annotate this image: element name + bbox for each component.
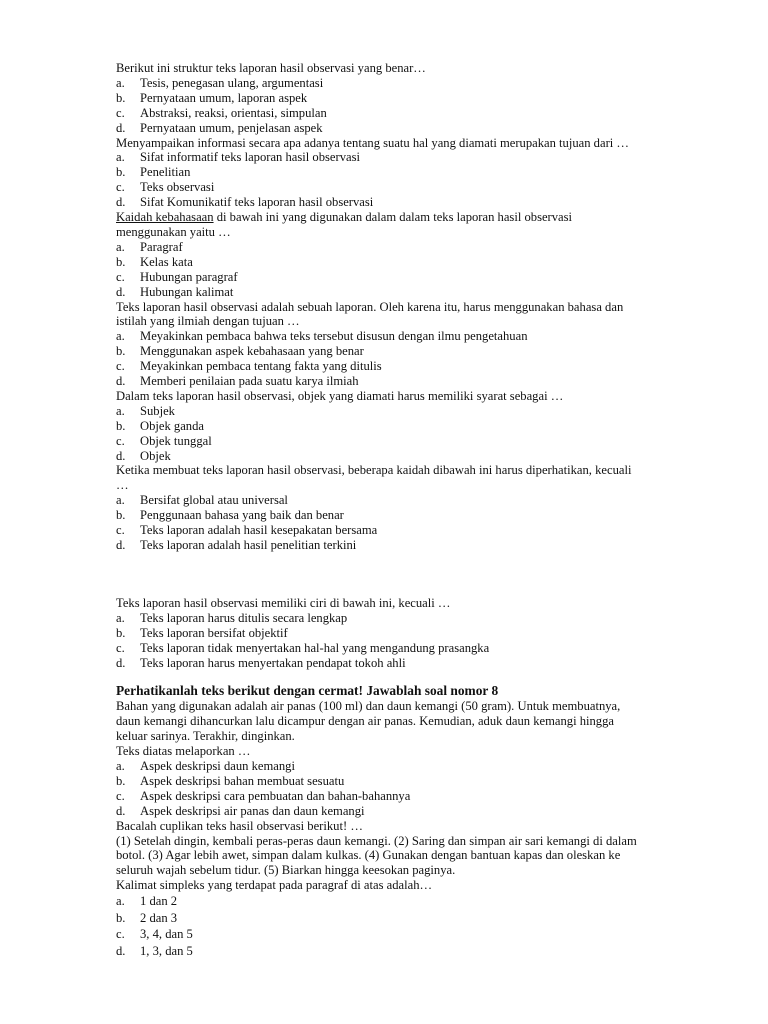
- option-letter: d.: [116, 374, 126, 389]
- option-text: Tesis, penegasan ulang, argumentasi: [140, 75, 324, 90]
- option-letter: a.: [116, 894, 125, 909]
- option-letter: b.: [116, 508, 126, 523]
- option-text: Pernyataan umum, penjelasan aspek: [140, 120, 323, 135]
- q7-option-a: [116, 611, 716, 626]
- q8-option-d: [116, 804, 716, 819]
- question-9-intro: Bacalah cuplikan teks hasil observasi berikut! …: [116, 818, 363, 833]
- option-letter: a.: [116, 329, 125, 344]
- option-text: Teks laporan harus ditulis secara lengkap: [140, 610, 348, 625]
- option-letter: d.: [116, 803, 126, 818]
- option-text: 3, 4, dan 5: [140, 927, 193, 942]
- option-text: Aspek deskripsi air panas dan daun kemangi: [140, 803, 365, 818]
- option-letter: a.: [116, 239, 125, 254]
- question-8-text: Teks diatas melaporkan …: [116, 744, 251, 759]
- excerpt-line: botol. (3) Agar lebih awet, simpan dalam kulkas. (4) Gunakan dengan bantuan kapas dan oleskan ke: [116, 848, 621, 863]
- option-letter: a.: [116, 610, 125, 625]
- question-6-text-line2: …: [116, 478, 129, 493]
- question-3-text-line2: menggunakan yaitu …: [116, 224, 231, 239]
- option-letter: c.: [116, 180, 125, 195]
- option-text: Aspek deskripsi cara pembuatan dan bahan-bahannya: [140, 788, 411, 803]
- question-4-text-line2: istilah yang ilmiah dengan tujuan …: [116, 314, 300, 329]
- passage-heading: Perhatikanlah teks berikut dengan cermat! Jawablah soal nomor 8: [116, 683, 499, 699]
- option-text: Menggunakan aspek kebahasaan yang benar: [140, 344, 364, 359]
- option-text: Meyakinkan pembaca bahwa teks tersebut disusun dengan ilmu pengetahuan: [140, 329, 528, 344]
- option-text: Objek ganda: [140, 418, 204, 433]
- q3-option-c: [116, 270, 716, 285]
- option-text: Objek: [140, 448, 171, 463]
- option-letter: b.: [116, 418, 126, 433]
- passage-line: daun kemangi dihancurkan lalu dicampur dengan air panas. Kemudian, aduk daun kemangi hingga: [116, 714, 614, 729]
- q7-option-d: [116, 656, 716, 671]
- question-6-text: Ketika membuat teks laporan hasil observasi, beberapa kaidah dibawah ini harus diperhatikan, kecuali: [116, 463, 632, 478]
- q5-option-b: [116, 419, 716, 434]
- option-text: Sifat Komunikatif teks laporan hasil observasi: [140, 195, 374, 210]
- option-letter: a.: [116, 403, 125, 418]
- option-letter: d.: [116, 120, 126, 135]
- question-1-text: Berikut ini struktur teks laporan hasil observasi yang benar…: [116, 61, 426, 75]
- q6-option-a: [116, 493, 716, 508]
- question-7-text: Teks laporan hasil observasi memiliki ciri di bawah ini, kecuali …: [116, 595, 451, 610]
- option-letter: d.: [116, 195, 126, 210]
- q7-option-c: [116, 641, 716, 656]
- section-spacer: [116, 670, 716, 684]
- option-text: Penelitian: [140, 165, 191, 180]
- option-text: Bersifat global atau universal: [140, 493, 288, 508]
- q4-option-c: [116, 359, 716, 374]
- option-letter: c.: [116, 523, 125, 538]
- option-text: Penggunaan bahasa yang baik dan benar: [140, 508, 344, 523]
- q2-option-d: [116, 195, 716, 210]
- option-letter: a.: [116, 758, 125, 773]
- option-letter: c.: [116, 105, 125, 120]
- question-9-text: Kalimat simpleks yang terdapat pada paragraf di atas adalah…: [116, 878, 433, 893]
- option-letter: a.: [116, 493, 125, 508]
- option-text: Teks observasi: [140, 180, 215, 195]
- option-letter: b.: [116, 165, 126, 180]
- option-text: Aspek deskripsi bahan membuat sesuatu: [140, 773, 345, 788]
- q3-option-b: [116, 255, 716, 270]
- option-text: Teks laporan bersifat objektif: [140, 625, 288, 640]
- passage-line: keluar sarinya. Terakhir, dinginkan.: [116, 729, 295, 744]
- option-text: Sifat informatif teks laporan hasil observasi: [140, 150, 360, 165]
- passage-line: Bahan yang digunakan adalah air panas (100 ml) dan daun kemangi (50 gram). Untuk membuatnya,: [116, 699, 621, 714]
- question-5-text: Dalam teks laporan hasil observasi, objek yang diamati harus memiliki syarat sebagai …: [116, 388, 564, 403]
- q8-option-b: [116, 774, 716, 789]
- excerpt-line: seluruh wajah sebelum tidur. (5) Biarkan hingga keesokan paginya.: [116, 863, 456, 878]
- q2-option-c: [116, 180, 716, 195]
- option-text: 1 dan 2: [140, 894, 178, 909]
- q1-option-c: [116, 106, 716, 121]
- option-text: Objek tunggal: [140, 433, 212, 448]
- option-letter: d.: [116, 284, 126, 299]
- option-text: 1, 3, dan 5: [140, 943, 193, 958]
- q2-option-b: [116, 165, 716, 180]
- q1-option-a: [116, 76, 716, 91]
- option-letter: c.: [116, 927, 125, 942]
- q9-option-b: [116, 910, 716, 927]
- q1-option-b: [116, 91, 716, 106]
- option-letter: d.: [116, 655, 126, 670]
- q6-option-b: [116, 508, 716, 523]
- option-text: Memberi penilaian pada suatu karya ilmiah: [140, 374, 359, 389]
- option-letter: d.: [116, 538, 126, 552]
- q4-option-b: [116, 344, 716, 359]
- q8-option-a: [116, 759, 716, 774]
- question-4-text: Teks laporan hasil observasi adalah sebuah laporan. Oleh karena itu, harus menggunakan bahasa dan: [116, 299, 624, 314]
- option-letter: b.: [116, 910, 126, 925]
- option-text: Abstraksi, reaksi, orientasi, simpulan: [140, 105, 327, 120]
- q5-option-c: [116, 434, 716, 449]
- q3-option-a: [116, 240, 716, 255]
- q8-option-c: [116, 789, 716, 804]
- option-text: Teks laporan harus menyertakan pendapat tokoh ahli: [140, 655, 406, 670]
- option-text: Teks laporan adalah hasil penelitian terkini: [140, 538, 357, 552]
- option-text: Paragraf: [140, 239, 183, 254]
- q9-option-c: [116, 926, 716, 943]
- option-letter: b.: [116, 625, 126, 640]
- underlined-term: Kaidah kebahasaan: [116, 210, 214, 225]
- option-letter: c.: [116, 269, 125, 284]
- q1-option-d: [116, 121, 716, 136]
- option-letter: a.: [116, 75, 125, 90]
- option-text: Aspek deskripsi daun kemangi: [140, 758, 295, 773]
- option-letter: c.: [116, 640, 125, 655]
- option-letter: b.: [116, 90, 126, 105]
- option-text: Hubungan kalimat: [140, 284, 234, 299]
- option-text: Pernyataan umum, laporan aspek: [140, 90, 308, 105]
- q7-option-b: [116, 626, 716, 641]
- section-spacer: [116, 553, 716, 596]
- option-text: 2 dan 3: [140, 910, 178, 925]
- excerpt-line: (1) Setelah dingin, kembali peras-peras daun kemangi. (2) Saring dan simpan air sari kemangi di dalam: [116, 833, 637, 848]
- q5-option-d: [116, 449, 716, 464]
- option-letter: a.: [116, 150, 125, 165]
- question-3-text-rest: di bawah ini yang digunakan dalam dalam teks laporan hasil observasi: [213, 210, 573, 225]
- option-letter: b.: [116, 254, 126, 269]
- option-text: Teks laporan adalah hasil kesepakatan bersama: [140, 523, 378, 538]
- question-3-text: [116, 210, 716, 225]
- option-text: Subjek: [140, 403, 175, 418]
- option-text: Hubungan paragraf: [140, 269, 238, 284]
- q3-option-d: [116, 285, 716, 300]
- option-letter: c.: [116, 788, 125, 803]
- option-letter: b.: [116, 344, 126, 359]
- q5-option-a: [116, 404, 716, 419]
- q9-option-a: [116, 893, 716, 910]
- option-text: Meyakinkan pembaca tentang fakta yang ditulis: [140, 359, 382, 374]
- option-letter: c.: [116, 433, 125, 448]
- question-2-text: Menyampaikan informasi secara apa adanya tentang suatu hal yang diamati merupakan tujuan dari …: [116, 135, 630, 150]
- q4-option-a: [116, 329, 716, 344]
- q4-option-d: [116, 374, 716, 389]
- q6-option-c: [116, 523, 716, 538]
- option-text: Kelas kata: [140, 254, 193, 269]
- q6-option-d: [116, 538, 716, 553]
- option-text: Teks laporan tidak menyertakan hal-hal yang mengandung prasangka: [140, 640, 490, 655]
- document-page: [116, 61, 716, 960]
- option-letter: c.: [116, 359, 125, 374]
- q9-option-d: [116, 943, 716, 960]
- option-letter: b.: [116, 773, 126, 788]
- q2-option-a: [116, 150, 716, 165]
- option-letter: d.: [116, 448, 126, 463]
- option-letter: d.: [116, 943, 126, 958]
